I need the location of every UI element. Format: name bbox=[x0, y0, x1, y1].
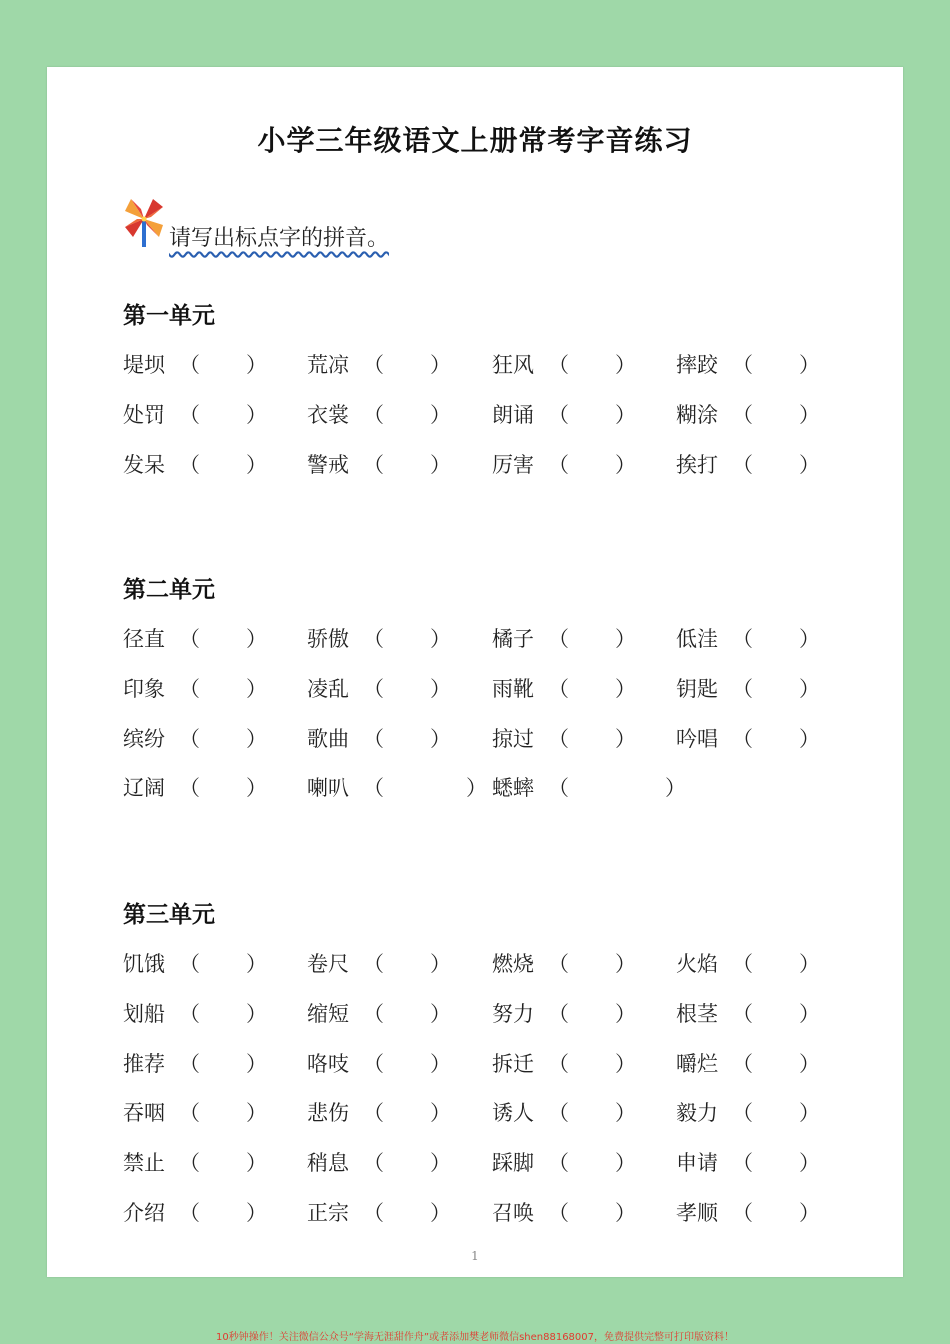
close-paren: ） bbox=[430, 1051, 451, 1076]
word-text: 介绍 bbox=[123, 1201, 165, 1225]
unit-heading: 第一单元 bbox=[123, 303, 215, 329]
close-paren: ） bbox=[799, 627, 820, 651]
word-item bbox=[676, 948, 820, 978]
open-paren: （ bbox=[732, 1151, 753, 1176]
open-paren: （ bbox=[363, 1051, 384, 1076]
close-paren: ） bbox=[430, 1151, 451, 1176]
open-paren: （ bbox=[363, 1201, 384, 1225]
word-item bbox=[307, 1048, 451, 1078]
word-text: 毅力 bbox=[676, 1101, 718, 1126]
open-paren: （ bbox=[179, 1051, 200, 1076]
footer-note: 10秒钟操作！关注微信公众号“学海无涯甜作舟”或者添加樊老师微信shen88168007，免费提供完整可打印版资料！ bbox=[215, 1332, 735, 1343]
close-paren: ） bbox=[246, 676, 267, 701]
open-paren: （ bbox=[548, 1101, 569, 1126]
word-text: 推荐 bbox=[123, 1051, 165, 1076]
word-text: 卷尺 bbox=[307, 952, 349, 976]
word-text: 堤坝 bbox=[123, 353, 165, 377]
word-item bbox=[307, 723, 451, 753]
close-paren: ） bbox=[799, 952, 820, 976]
word-item bbox=[492, 623, 636, 653]
word-item bbox=[307, 998, 451, 1028]
word-item bbox=[123, 1097, 267, 1127]
close-paren: ） bbox=[799, 676, 820, 701]
word-text: 朗诵 bbox=[492, 402, 534, 427]
open-paren: （ bbox=[548, 353, 569, 377]
close-paren: ） bbox=[799, 1201, 820, 1225]
word-item bbox=[492, 998, 636, 1028]
page-number: 1 bbox=[471, 1249, 479, 1263]
open-paren: （ bbox=[179, 676, 200, 701]
word-text: 骄傲 bbox=[307, 627, 349, 651]
open-paren: （ bbox=[363, 627, 384, 651]
close-paren: ） bbox=[246, 726, 267, 751]
word-item bbox=[492, 1147, 636, 1177]
close-paren: ） bbox=[430, 402, 451, 427]
word-text: 警戒 bbox=[307, 452, 349, 477]
close-paren: ） bbox=[615, 1201, 636, 1225]
close-paren: ） bbox=[615, 1051, 636, 1076]
close-paren: ） bbox=[615, 452, 636, 477]
word-item bbox=[676, 998, 820, 1028]
open-paren: （ bbox=[732, 726, 753, 751]
open-paren: （ bbox=[548, 402, 569, 427]
word-text: 悲伤 bbox=[307, 1101, 349, 1126]
word-item bbox=[676, 349, 820, 379]
pinwheel-icon bbox=[123, 197, 165, 249]
open-paren: （ bbox=[179, 402, 200, 427]
word-text: 正宗 bbox=[307, 1201, 349, 1225]
close-paren: ） bbox=[246, 1101, 267, 1126]
word-item bbox=[492, 772, 686, 802]
word-item bbox=[492, 1048, 636, 1078]
word-text: 蟋蟀 bbox=[492, 776, 534, 801]
word-text: 缩短 bbox=[307, 1001, 349, 1026]
open-paren: （ bbox=[732, 627, 753, 651]
word-item bbox=[123, 1048, 267, 1078]
word-text: 稍息 bbox=[307, 1151, 349, 1176]
open-paren: （ bbox=[548, 952, 569, 976]
word-item bbox=[307, 1197, 451, 1227]
open-paren: （ bbox=[363, 452, 384, 477]
open-paren: （ bbox=[363, 1001, 384, 1026]
open-paren: （ bbox=[179, 776, 200, 801]
close-paren: ） bbox=[799, 1001, 820, 1026]
word-item bbox=[676, 623, 820, 653]
word-item bbox=[307, 948, 451, 978]
word-item bbox=[123, 399, 267, 429]
word-text: 禁止 bbox=[123, 1151, 165, 1176]
open-paren: （ bbox=[179, 952, 200, 976]
open-paren: （ bbox=[363, 1151, 384, 1176]
word-item bbox=[676, 1048, 820, 1078]
close-paren: ） bbox=[615, 676, 636, 701]
close-paren: ） bbox=[615, 1001, 636, 1026]
word-text: 处罚 bbox=[123, 402, 165, 427]
open-paren: （ bbox=[732, 952, 753, 976]
close-paren: ） bbox=[799, 1101, 820, 1126]
open-paren: （ bbox=[363, 952, 384, 976]
word-item bbox=[123, 772, 267, 802]
word-item bbox=[676, 1147, 820, 1177]
open-paren: （ bbox=[732, 1201, 753, 1225]
word-item bbox=[307, 673, 451, 703]
close-paren: ） bbox=[615, 1101, 636, 1126]
close-paren: ） bbox=[246, 1001, 267, 1026]
word-text: 橘子 bbox=[492, 627, 534, 651]
open-paren: （ bbox=[179, 1151, 200, 1176]
open-paren: （ bbox=[363, 726, 384, 751]
word-text: 厉害 bbox=[492, 452, 534, 477]
word-text: 孝顺 bbox=[676, 1201, 718, 1225]
close-paren: ） bbox=[430, 1001, 451, 1026]
word-item bbox=[123, 449, 267, 479]
close-paren: ） bbox=[246, 1151, 267, 1176]
open-paren: （ bbox=[179, 1001, 200, 1026]
word-item bbox=[492, 449, 636, 479]
open-paren: （ bbox=[179, 726, 200, 751]
word-text: 雨靴 bbox=[492, 676, 534, 701]
word-text: 歌曲 bbox=[307, 726, 349, 751]
open-paren: （ bbox=[732, 676, 753, 701]
unit-heading: 第三单元 bbox=[123, 902, 215, 928]
word-item bbox=[123, 349, 267, 379]
word-text: 发呆 bbox=[123, 452, 165, 477]
word-text: 嚼烂 bbox=[676, 1051, 718, 1076]
word-item bbox=[307, 1147, 451, 1177]
open-paren: （ bbox=[548, 1201, 569, 1225]
word-item bbox=[123, 723, 267, 753]
open-paren: （ bbox=[732, 402, 753, 427]
word-item bbox=[676, 1197, 820, 1227]
word-text: 火焰 bbox=[676, 952, 718, 976]
open-paren: （ bbox=[548, 452, 569, 477]
close-paren: ） bbox=[665, 776, 686, 801]
close-paren: ） bbox=[799, 726, 820, 751]
close-paren: ） bbox=[430, 952, 451, 976]
word-text: 召唤 bbox=[492, 1201, 534, 1225]
word-text: 印象 bbox=[123, 676, 165, 701]
close-paren: ） bbox=[430, 627, 451, 651]
word-item bbox=[492, 948, 636, 978]
close-paren: ） bbox=[799, 402, 820, 427]
word-text: 糊涂 bbox=[676, 402, 718, 427]
open-paren: （ bbox=[548, 1151, 569, 1176]
word-item bbox=[676, 1097, 820, 1127]
word-text: 诱人 bbox=[492, 1101, 534, 1126]
word-item bbox=[307, 449, 451, 479]
close-paren: ） bbox=[430, 1101, 451, 1126]
word-item bbox=[123, 948, 267, 978]
open-paren: （ bbox=[363, 1101, 384, 1126]
close-paren: ） bbox=[799, 1151, 820, 1176]
open-paren: （ bbox=[179, 452, 200, 477]
close-paren: ） bbox=[430, 726, 451, 751]
close-paren: ） bbox=[246, 353, 267, 377]
word-text: 衣裳 bbox=[307, 402, 349, 427]
close-paren: ） bbox=[615, 726, 636, 751]
open-paren: （ bbox=[179, 627, 200, 651]
open-paren: （ bbox=[363, 353, 384, 377]
word-item bbox=[123, 673, 267, 703]
word-item bbox=[676, 449, 820, 479]
close-paren: ） bbox=[430, 1201, 451, 1225]
close-paren: ） bbox=[246, 1051, 267, 1076]
word-text: 根茎 bbox=[676, 1001, 718, 1026]
open-paren: （ bbox=[363, 776, 384, 801]
word-text: 低洼 bbox=[676, 627, 718, 651]
word-text: 踩脚 bbox=[492, 1151, 534, 1176]
page-title: 小学三年级语文上册常考字音练习 bbox=[257, 124, 693, 157]
close-paren: ） bbox=[615, 402, 636, 427]
open-paren: （ bbox=[179, 1201, 200, 1225]
close-paren: ） bbox=[246, 452, 267, 477]
open-paren: （ bbox=[548, 1001, 569, 1026]
close-paren: ） bbox=[466, 776, 487, 801]
close-paren: ） bbox=[430, 676, 451, 701]
word-text: 吟唱 bbox=[676, 726, 718, 751]
open-paren: （ bbox=[548, 1051, 569, 1076]
open-paren: （ bbox=[179, 353, 200, 377]
close-paren: ） bbox=[430, 353, 451, 377]
word-item bbox=[492, 673, 636, 703]
close-paren: ） bbox=[246, 402, 267, 427]
open-paren: （ bbox=[732, 1101, 753, 1126]
word-item bbox=[123, 998, 267, 1028]
word-item bbox=[492, 1097, 636, 1127]
worksheet-page bbox=[47, 67, 903, 1277]
word-text: 拆迁 bbox=[492, 1051, 534, 1076]
word-text: 咯吱 bbox=[307, 1051, 349, 1076]
word-item bbox=[123, 1147, 267, 1177]
word-text: 狂风 bbox=[492, 353, 534, 377]
word-text: 辽阔 bbox=[123, 776, 165, 801]
word-item bbox=[307, 772, 487, 802]
open-paren: （ bbox=[179, 1101, 200, 1126]
close-paren: ） bbox=[615, 627, 636, 651]
word-text: 凌乱 bbox=[307, 676, 349, 701]
word-text: 挨打 bbox=[676, 452, 718, 477]
close-paren: ） bbox=[615, 1151, 636, 1176]
word-item bbox=[307, 623, 451, 653]
word-item bbox=[307, 349, 451, 379]
unit-heading: 第二单元 bbox=[123, 577, 215, 603]
word-item bbox=[676, 723, 820, 753]
word-item bbox=[676, 399, 820, 429]
open-paren: （ bbox=[732, 452, 753, 477]
close-paren: ） bbox=[430, 452, 451, 477]
close-paren: ） bbox=[615, 952, 636, 976]
open-paren: （ bbox=[548, 676, 569, 701]
word-text: 摔跤 bbox=[676, 353, 718, 377]
close-paren: ） bbox=[799, 353, 820, 377]
word-item bbox=[492, 349, 636, 379]
word-text: 荒凉 bbox=[307, 353, 349, 377]
close-paren: ） bbox=[799, 1051, 820, 1076]
word-text: 掠过 bbox=[492, 726, 534, 751]
word-item bbox=[676, 673, 820, 703]
word-text: 努力 bbox=[492, 1001, 534, 1026]
word-text: 申请 bbox=[676, 1151, 718, 1176]
word-text: 饥饿 bbox=[123, 952, 165, 976]
open-paren: （ bbox=[363, 402, 384, 427]
word-item bbox=[123, 1197, 267, 1227]
word-text: 划船 bbox=[123, 1001, 165, 1026]
word-item bbox=[492, 1197, 636, 1227]
close-paren: ） bbox=[246, 627, 267, 651]
open-paren: （ bbox=[548, 776, 569, 801]
word-text: 燃烧 bbox=[492, 952, 534, 976]
open-paren: （ bbox=[548, 627, 569, 651]
instruction-text: 请写出标点字的拼音。 bbox=[169, 226, 390, 251]
close-paren: ） bbox=[246, 1201, 267, 1225]
open-paren: （ bbox=[732, 1051, 753, 1076]
word-item bbox=[123, 623, 267, 653]
word-text: 缤纷 bbox=[123, 726, 165, 751]
word-item bbox=[492, 399, 636, 429]
close-paren: ） bbox=[246, 952, 267, 976]
word-text: 喇叭 bbox=[307, 776, 349, 801]
open-paren: （ bbox=[732, 353, 753, 377]
close-paren: ） bbox=[799, 452, 820, 477]
word-text: 钥匙 bbox=[676, 676, 718, 701]
word-text: 径直 bbox=[123, 627, 165, 651]
open-paren: （ bbox=[732, 1001, 753, 1026]
word-text: 吞咽 bbox=[123, 1101, 165, 1126]
word-item bbox=[307, 399, 451, 429]
word-item bbox=[492, 723, 636, 753]
close-paren: ） bbox=[615, 353, 636, 377]
open-paren: （ bbox=[363, 676, 384, 701]
close-paren: ） bbox=[246, 776, 267, 801]
open-paren: （ bbox=[548, 726, 569, 751]
word-item bbox=[307, 1097, 451, 1127]
